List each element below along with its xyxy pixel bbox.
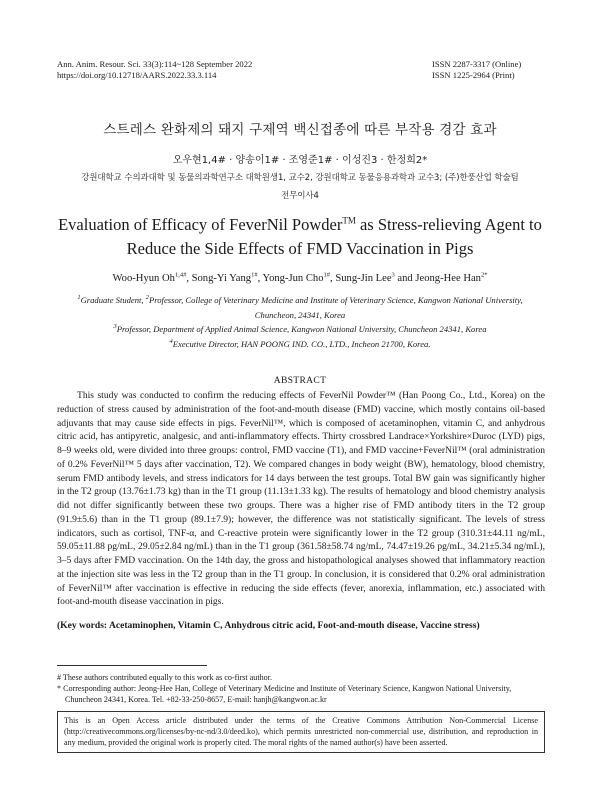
author-sup: 3 [391,271,395,279]
korean-affiliation-line: 전무이사4 [281,190,319,200]
abstract-body: This study was conducted to confirm the reducing effects of FeverNil Powder™ (Han Poong Co., Ltd., Korea) on the reduction of stress caused by administration of the foot-and-mouth disease (FMD) vaccine, which mostly contains oil-based adjuvants that may cause side effects in pigs. FeverNil™, which is composed of acetaminophen, vitamin C, and anhydrous citric acid, has antipyretic, analgesic, and anti-inflammatory effects. Thirty crossbred Landrace×Yorkshire×Duroc (LYD) pigs, 8–9 weeks old, were divided into three groups: control, FMD vaccine (T1), and FMD vaccine+FeverNil™ (oral administration of 0.2% FeverNil™ 5 days after vaccination, T2). We compared changes in body weight (BW), hematology, blood chemistry, serum FMD antibody levels, and stress indicators for 14 days between the test groups. Total BW gain was significantly higher in the T2 group (13.76±1.73 kg) than in the T1 group (11.13±1.33 kg). The results of hematology and blood chemistry analysis did not differ significantly between these two groups. There was a higher rise of FMD antibody titers in the T2 group (91.9±5.6) than in the T1 group (89.1±7.9); however, the difference was not statistically significant. The levels of stress indicators, such as cortisol, TNF-α, and C-reactive protein were significantly lower in the T2 group (310.31±44.11 ng/mL, 59.05±11.88 pg/mL, 29.05±2.84 ng/mL) than in the T1 group (361.58±58.74 ng/mL, 74.47±19.26 pg/mL, 34.21±5.34 ng/mL), 3–5 days after FMD vaccination. On the 14th day, the gross and histopathological analyses showed that inflammatory reaction at the injection site was less in the T2 group than in the T1 group. In conclusion, it is considered that 0.2% oral administration of FeverNil™ after vaccination is effective in reducing the side effects (fever, anorexia, inflammation, etc.) associated with foot-and-mouth disease vaccination in pigs. [57,390,545,608]
affil-text: Chuncheon, 24341, Korea [254,309,346,320]
author-name: Woo-Hyun Oh [112,273,175,284]
korean-authors: 오우현1,4# · 양송이1# · 조영준1# · 이성진3 · 한정희2* [172,155,428,166]
author-sup: 1# [251,271,258,279]
title-part: Evaluation of Efficacy of FeverNil Powder [58,215,343,234]
affil-text: Professor, College of Veterinary Medicine and Institute of Veterinary Science, Kangwon National University, [148,295,523,305]
title-part: Reduce the Side Effects of FMD Vaccination in Pigs [126,239,474,258]
author-name: Yong-Jun Cho [262,273,324,284]
footnote-divider [57,665,207,666]
trademark-sup: TM [342,215,356,226]
korean-title: 스트레스 완화제의 돼지 구제역 백신접종에 따른 부작용 경감 효과 [103,122,497,138]
korean-affiliation-line: 강원대학교 수의과대학 및 동물의과학연구소 대학원생1, 교수2, 강원대학교 동물응용과학과 교수3; (주)한풍산업 학술팀 [81,172,519,182]
title-part: as Stress-relieving Agent to [355,215,542,234]
issn-print: ISSN 1225-2964 (Print) [432,70,515,80]
affil-text: Professor, Department of Applied Animal Science, Kangwon National University, Chuncheon 24341, Korea [116,324,487,335]
affil-sup: 3 [113,323,117,331]
footnotes [57,672,545,705]
english-authors: Woo-Hyun $Oh^{1,4\#}$, Song-Yi Yang$^{1\#}$, Yong-Jun Cho$^{1\#}$, Sung-Jin Lee$^3$ and Jeong-Hee Han$^{2*}$ [112,271,488,284]
author-sup: 2* [480,271,488,279]
affil-sup: 4 [169,337,173,345]
english-affiliations [48,293,552,351]
author-name: Jeong-Hee Han [415,273,481,284]
journal-header [57,59,252,81]
author-name: Song-Yi Yang [191,273,252,284]
affil-text: Graduate Student, [80,295,146,305]
affil-sup: 1 [77,294,81,302]
affil-sup: 2 [145,294,149,302]
corresponding-footnote: * Corresponding author: Jeong-Hee Han, College of Veterinary Medicine and Institute of Veterinary Science, Kangwon National University, Chuncheon 24341, Korea. Tel. +82-33-250-8657, E-mail: hanjh@kangwon.ac.kr [57,684,512,704]
doi-link[interactable]: https://doi.org/10.12718/AARS.2022.33.3.114 [57,70,217,80]
author-name: Sung-Jin Lee [335,273,392,284]
affil-text: Executive Director, HAN POONG IND. CO., LTD., Incheon 21700, Korea. [172,338,431,349]
issn-online: ISSN 2287-3317 (Online) [432,59,522,69]
keywords: (Key words: Acetaminophen, Vitamin C, Anhydrous citric acid, Foot-and-mouth disease, Vaccine stress) [57,620,480,631]
korean-affiliations [50,168,550,204]
english-title [0,213,600,261]
abstract-heading: ABSTRACT [273,375,327,386]
issn-block [432,59,521,81]
cofirst-footnote: # These authors contributed equally to this work as co-first author. [57,673,272,682]
license-box: This is an Open Access article distributed under the terms of the Creative Commons Attribution Non-Commercial License (http://creativecommons.org/licenses/by-nc-nd/3.0/deed.ko), which permits unrestricted non-commercial use, distribution, and reproduction in any medium, provided the original work is properly cited. The moral rights of the named author(s) have been asserted. [57,711,545,753]
author-sup: 1# [323,271,331,279]
author-sup: 1,4# [174,271,187,279]
journal-citation: Ann. Anim. Resour. Sci. 33(3):114~128 September 2022 [57,59,253,69]
